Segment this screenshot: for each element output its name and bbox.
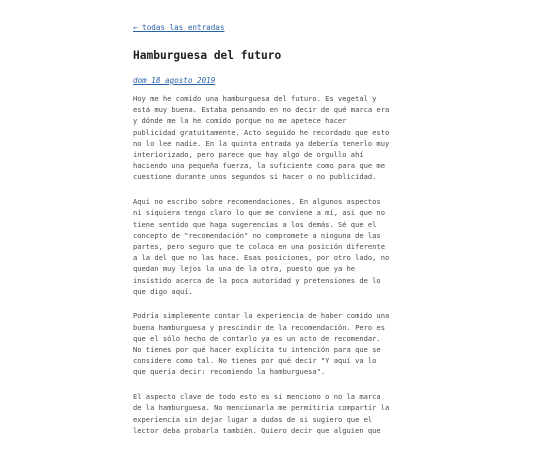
paragraph-line: está muy buena. Estaba pensando en no decir de qué marca era [133,105,390,115]
paragraph-line: Hoy me he comido una hamburguesa del futuro. Es vegetal y [133,94,377,103]
post-title: Hamburguesa del futuro [133,49,282,62]
paragraph-line: quedan muy lejos la una de la otra, puesto que ya he [133,264,356,274]
paragraph-line: considere como tal. No tienes por qué decir "Y aquí va lo [133,356,377,366]
post-container [133,15,413,449]
paragraph-line: buena hamburguesa y prescindir de la recomendación. Pero es [133,322,385,332]
paragraph-line: partes, pero seguro que te coloca en una posición diferente [133,241,385,251]
paragraph-line: que digo aquí. [133,286,193,296]
paragraph-line: cuestione durante unos segundos si hacer o no publicidad. [133,172,377,182]
paragraph-line: que quería decir: recomiendo la hamburguesa". [133,367,326,377]
post-paragraph [133,93,413,183]
paragraph-line: a la del que no las hace. Esas posiciones, por otro lado, no [133,253,390,263]
paragraph-line: Aquí no escribo sobre recomendaciones. En algunos aspectos [133,197,381,207]
paragraph-line: El aspecto clave de todo esto es si menciono o no la marca [133,392,381,402]
post-body [133,93,413,436]
paragraph-line: no lo lee nadie. En la quinta entrada ya debería tenerlo muy [133,138,390,148]
paragraph-line: haciendo una pequeña fuerza, la suficiente como para que me [133,161,385,171]
post-paragraph [133,196,413,297]
paragraph-line: lector deba probarla también. Quiero decir que alguien que [133,425,381,435]
post-paragraph [133,391,413,436]
paragraph-line: interiorizado, pero parece que hay algo de orgullo ahí [133,150,364,160]
paragraph-line: concepto de "recomendación" no compromete a ninguna de las [133,230,381,240]
post-paragraph [133,310,413,377]
paragraph-line: ni siquiera tengo claro lo que me conviene a mí, así que no [133,208,385,218]
paragraph-line: experiencia sin dejar lugar a dudas de si sugiero que el [133,414,373,424]
paragraph-line: tiene sentido que haga sugerencias a los demás. Sé que el [133,219,377,229]
paragraph-line: publicidad gratuitamente. Acto seguido he recordado que esto [133,127,390,137]
paragraph-line: y dónde me la he comido porque no me apetece hacer [133,116,347,126]
paragraph-line: que el sólo hecho de contarlo ya es un acto de recomendar. [133,333,381,343]
paragraph-line: de la hamburguesa. No mencionarla me permitiría compartir la [133,403,390,413]
paragraph-line: Podría simplemente contar la experiencia de haber comido una [133,311,390,321]
paragraph-line: insistido acerca de la poca autoridad y pretensiones de lo [133,275,381,285]
paragraph-line: No tienes por qué hacer explícita tu intención para que se [133,345,381,355]
back-to-all-posts-link[interactable]: ← todas las entradas [133,23,225,32]
post-date-link[interactable]: dom 18 agosto 2019 [133,76,216,85]
